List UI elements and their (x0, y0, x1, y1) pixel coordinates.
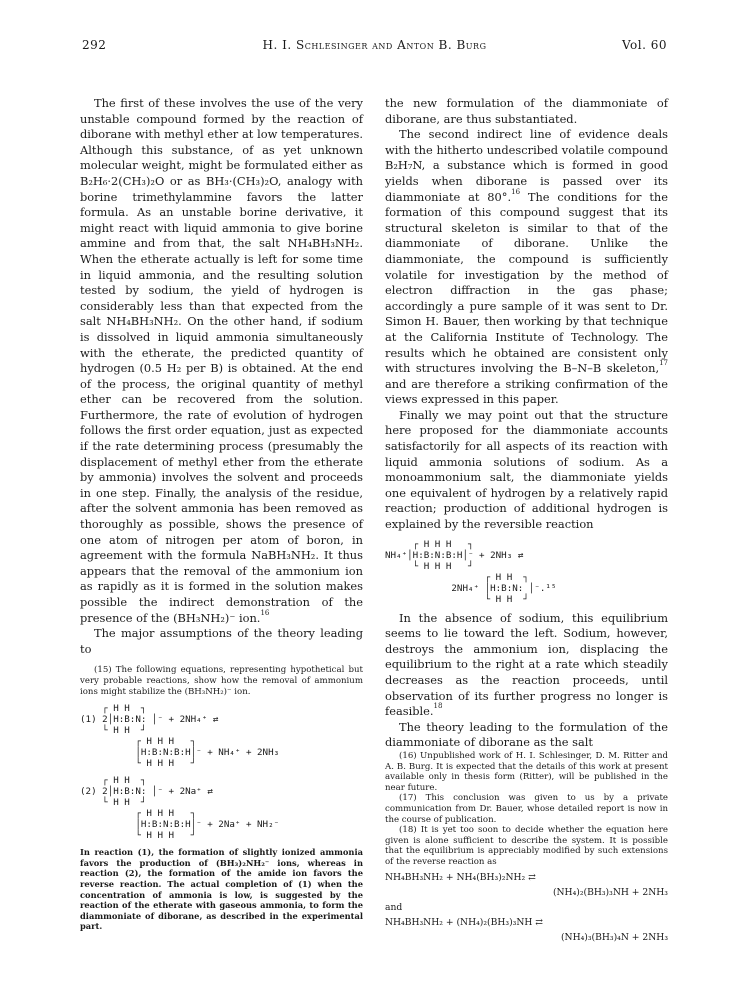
and-text: and (385, 901, 403, 913)
running-title: H. I. Schlesinger and Anton B. Burg (262, 38, 487, 52)
footnote-16: (16) Unpublished work of H. I. Schlesinger, D. M. Ritter and A. B. Burg. It is expected that the details of this work at present available only in thesis form (Ritter), will be published in the near future. (385, 750, 668, 793)
footnote-17: (17) This conclusion was given to us by a private communication from Dr. Bauer, whose detailed report is now in the course of publication. (385, 793, 669, 825)
equation-3: ┌ H H H ┐ NH₄⁺│H:B:N:B:H│⁻ + 2NH₃ ⇄ └ H H H ┘ ┌ H H ┐ 2NH₄⁺ │H:B:N: │⁻.¹⁵ └ H H ┘ (385, 538, 557, 605)
footnote-15: (15) The following equations, representing hypothetical but very probable reactions, show how the removal of ammonium ions might stabilize the (BH₃NH₂)⁻ ion. (80, 665, 363, 697)
equation-caption: In reaction (1), the formation of slightly ionized ammonia favors the production of (BH₃)₂NH₂⁻ ions, whereas in reaction (2), the formation of the amide ion favors the reverse reaction. The actual completion of (1) when the concentration of ammonia is low, is suggested by the reaction of the etherate with gaseous ammonia, to form the diammoniate of diborane, as described in the experimental part. (80, 847, 363, 932)
right-paragraph-1: The second indirect line of evidence deals with the hitherto undescribed volatile compound B₂H₇N, a substance which is formed in good yields when diborane is passed over its diammoniate at 80°.$^{16}$ The conditions for the formation of this compound suggest that its structural skeleton is similar to that of the diammoniate of diborane. Unlike the diammoniate, the compound is sufficiently volatile for investigation by the method of electron diffraction in the gas phase; accordingly a pure sample of it was sent to Dr. Simon H. Bauer, then working by that technique at the California Institute of Technology. The results which he obtained are consistent only with structures involving the B–N–B skeleton,$^{17}$ and are therefore a striking confirmation of the views expressed in this paper. (385, 127, 668, 407)
right-paragraph-3: In the absence of sodium, this equilibrium seems to lie toward the left. Sodium, however, destroys the ammonium ion, displacing the equilibrium to the right at a rate which steadily decreases as the reaction proceeds, until observation of its further progress no longer is feasible.$^{18}$ (385, 610, 668, 719)
right-paragraph-0: the new formulation of the diammoniate of diborane, are thus substantiated. (385, 96, 668, 126)
equation-2: ┌ H H ┐ (2) 2│H:B:N: │⁻ + 2Na⁺ ⇄ └ H H ┘ ┌ H H H ┐ │H:B:N:B:H│⁻ + 2Na⁺ + NH₂⁻ └ H H H ┘ (80, 775, 280, 842)
left-column (80, 96, 363, 932)
footnote-ref: 16 (260, 608, 270, 617)
left-paragraph-1: The first of these involves the use of the very unstable compound formed by the reaction of diborane with methyl ether at low temperatures. Although this substance, of as yet unknown molecular weight, might be formulated either as B₂H₆·2(CH₃)₂O or as BH₃·(CH₃)₂O, analogy with borine trimethylammine favors the latter formula. As an unstable borine derivative, it might react with liquid ammonia to give borine ammine and from that, the salt NH₄BH₃NH₂. When the etherate actually is left for some time in liquid ammonia, and the resulting solution tested by sodium, the yield of hydrogen is considerably less than that expected from the salt NH₄BH₃NH₂. On the other hand, if sodium is dissolved in liquid ammonia simultaneously with the etherate, the predicted quantity of hydrogen (0.5 H₂ per B) is obtained. At the end of the process, the original quantity of methyl ether can be recovered from the solution. Furthermore, the rate of evolution of hydrogen follows the first order equation, just as expected if the rate determining process (presumably the displacement of methyl ether from the etherate by ammonia) involves the solvent and proceeds in one step. Finally, the analysis of the residue, after the solvent ammonia has been removed as thoroughly as possible, shows the presence of one atom of nitrogen per atom of boron, in agreement with the formula NaBH₃NH₂. It thus appears that the removal of the ammonium ion as rapidly as it is formed in the solution makes possible the indirect demonstration of the presence of the (BH₃NH₂)⁻ ion.$^{16}$ (80, 96, 363, 625)
equation-5a: NH₄BH₃NH₂ + (NH₄)₂(BH₃)₃NH ⇄ (385, 916, 544, 928)
right-paragraph-2: Finally we may point out that the structure here proposed for the diammoniate accounts satisfactorily for all aspects of its reaction with liquid ammonia solutions of sodium. As a monoammonium salt, the diammoniate yields one equivalent of hydrogen by a relatively rapid reaction; production of additional hydrogen is explained by the reversible reaction (385, 407, 668, 532)
left-paragraph-2: The major assumptions of the theory leading to (80, 626, 363, 656)
right-paragraph-4: The theory leading to the formulation of the diammoniate of diborane as the salt (385, 719, 668, 750)
running-header (82, 38, 667, 56)
right-column (385, 96, 668, 947)
footnote-18: (18) It is yet too soon to decide whether the equation here given is alone sufficient to describe the system. It is possible that the equilibrium is appreciably modified by such extensions of the reverse reaction as (385, 825, 668, 867)
equation-4a: NH₄BH₃NH₂ + NH₄(BH₃)₂NH₂ ⇄ (385, 871, 536, 883)
volume-label: Vol. 60 (621, 38, 667, 52)
equation-5b: (NH₄)₃(BH₃)₄N + 2NH₃ (560, 931, 668, 943)
equation-4b: (NH₄)₂(BH₃)₃NH + 2NH₃ (552, 886, 668, 898)
equation-1: ┌ H H ┐ (1) 2│H:B:N: │⁻ + 2NH₄⁺ ⇄ └ H H ┘ ┌ H H H ┐ │H:B:N:B:H│⁻ + NH₄⁺ + 2NH₃ └ H H H ┘ (80, 703, 280, 770)
page-number: 292 (82, 38, 107, 52)
